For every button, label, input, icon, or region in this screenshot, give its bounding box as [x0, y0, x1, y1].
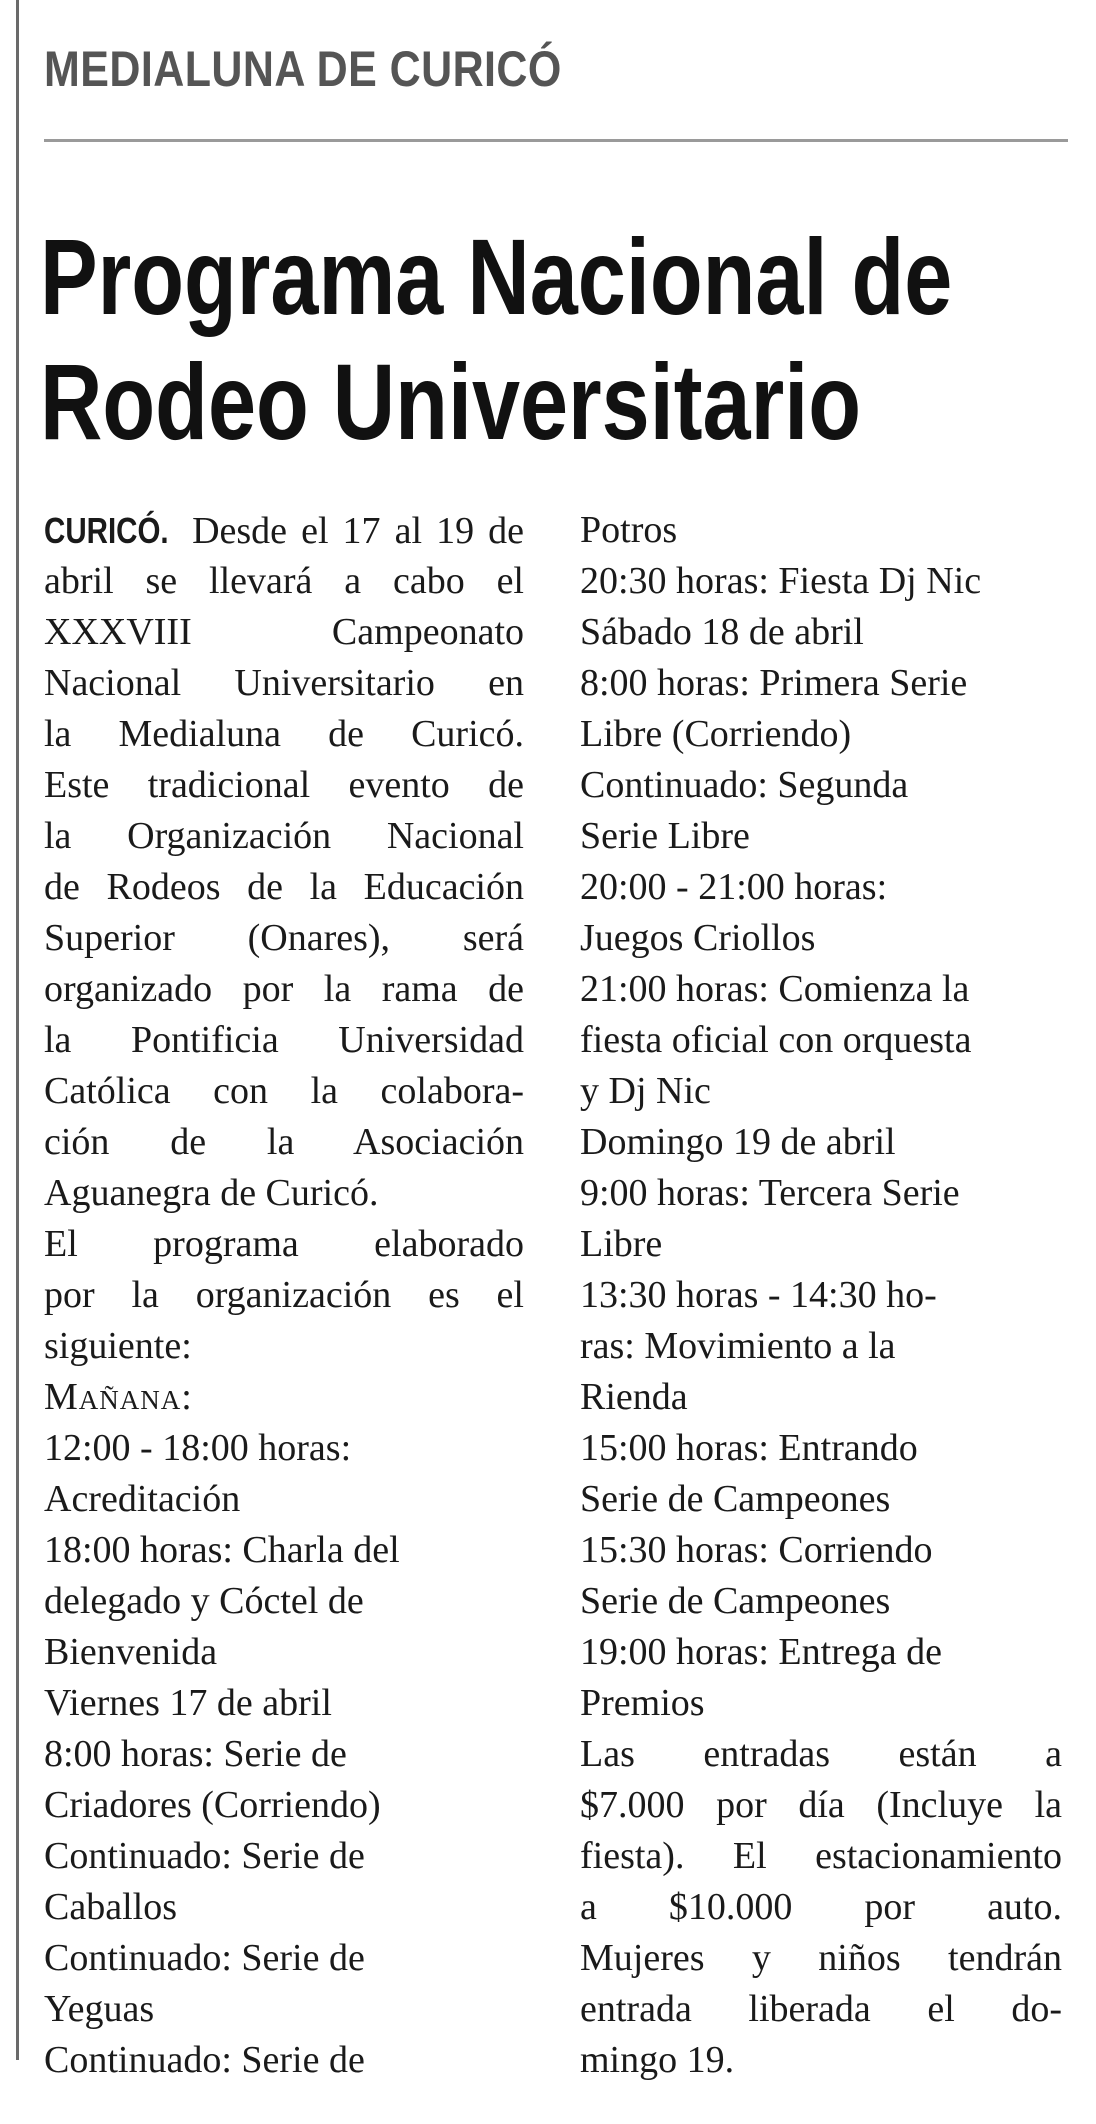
text-line	[580, 709, 1062, 760]
text-line	[580, 964, 1062, 1015]
text-line	[44, 1219, 524, 1270]
text-line-content: Potros	[580, 509, 678, 551]
text-line	[580, 1576, 1062, 1627]
text-line-content: Las entradas están a	[580, 1733, 1062, 1775]
text-line	[44, 1831, 524, 1882]
text-line	[580, 1525, 1062, 1576]
text-line-content: 18:00 horas: Charla del	[44, 1529, 400, 1571]
text-line-content: Libre	[580, 1223, 663, 1265]
text-line-content: y Dj Nic	[580, 1070, 711, 1112]
text-line	[580, 1015, 1062, 1066]
text-line	[44, 1423, 524, 1474]
text-line-content: Premios	[580, 1682, 705, 1724]
article-column-right	[580, 505, 1062, 2086]
text-line	[580, 862, 1062, 913]
text-line	[44, 1729, 524, 1780]
text-line	[44, 1627, 524, 1678]
text-line-content: Este tradicional evento de	[44, 764, 524, 806]
text-line-content: 12:00 - 18:00 horas:	[44, 1427, 352, 1469]
text-line-content: Nacional Universitario en	[44, 662, 524, 704]
text-line	[580, 1270, 1062, 1321]
text-line	[44, 1168, 524, 1219]
text-line	[44, 2035, 524, 2086]
text-line	[580, 913, 1062, 964]
text-line	[44, 1780, 524, 1831]
text-line	[44, 1066, 524, 1117]
text-line	[44, 1270, 524, 1321]
text-line-content: 8:00 horas: Primera Serie	[580, 662, 968, 704]
headline	[40, 214, 952, 464]
headline-line-1: Programa Nacional de	[40, 216, 953, 337]
text-line-content: Juegos Criollos	[580, 917, 816, 959]
text-line	[44, 1474, 524, 1525]
text-line-content: 13:30 horas - 14:30 ho-	[580, 1274, 937, 1316]
text-line-content: Continuado: Segunda	[580, 764, 909, 806]
text-line-content: la Organización Nacional	[44, 815, 524, 857]
text-line	[580, 1831, 1062, 1882]
text-line-content: Continuado: Serie de	[44, 1835, 365, 1877]
text-line-content: Serie Libre	[580, 815, 750, 857]
text-line	[44, 556, 524, 607]
text-line	[44, 862, 524, 913]
text-line-content: siguiente:	[44, 1325, 192, 1367]
text-line-content: delegado y Cóctel de	[44, 1580, 364, 1622]
text-line-content: $7.000 por día (Incluye la	[580, 1784, 1062, 1826]
text-line-content: Serie de Campeones	[580, 1580, 891, 1622]
text-line-content: Domingo 19 de abril	[580, 1121, 896, 1163]
text-line-content: Viernes 17 de abril	[44, 1682, 332, 1724]
article-column-left	[44, 505, 524, 2086]
text-line	[44, 964, 524, 1015]
text-line-content: El programa elaborado	[44, 1223, 524, 1265]
section-label: MEDIALUNA DE CURICÓ	[44, 41, 562, 97]
text-line-content: Mañana:	[44, 1376, 193, 1418]
text-line	[44, 658, 524, 709]
text-line	[44, 1984, 524, 2035]
text-line-content: Libre (Corriendo)	[580, 713, 852, 755]
text-line-content: Mujeres y niños tendrán	[580, 1937, 1062, 1979]
text-line-content: 8:00 horas: Serie de	[44, 1733, 347, 1775]
text-line-content: entrada liberada el do-	[580, 1988, 1062, 2030]
text-line-content: 9:00 horas: Tercera Serie	[580, 1172, 960, 1214]
header-divider	[44, 139, 1068, 142]
text-line	[580, 811, 1062, 862]
text-line-content: Bienvenida	[44, 1631, 218, 1673]
text-line	[44, 760, 524, 811]
text-line	[580, 607, 1062, 658]
text-line	[580, 556, 1062, 607]
text-line-content: 19:00 horas: Entrega de	[580, 1631, 942, 1673]
text-line-content: 21:00 horas: Comienza la	[580, 968, 970, 1010]
text-line-content: Católica con la colabora-	[44, 1070, 524, 1112]
text-line	[580, 1627, 1062, 1678]
text-line-content: Yeguas	[44, 1988, 155, 2030]
text-line	[44, 811, 524, 862]
text-line-content: Criadores (Corriendo)	[44, 1784, 381, 1826]
text-line	[580, 1933, 1062, 1984]
text-line-content: ras: Movimiento a la	[580, 1325, 896, 1367]
text-line	[44, 1933, 524, 1984]
text-line	[44, 1576, 524, 1627]
text-line-content: fiesta). El estacionamiento	[580, 1835, 1062, 1877]
text-line	[580, 760, 1062, 811]
text-line	[580, 1678, 1062, 1729]
text-line-content: organizado por la rama de	[44, 968, 524, 1010]
text-line	[44, 1117, 524, 1168]
text-line	[44, 607, 524, 658]
text-line	[580, 1372, 1062, 1423]
text-line-content: mingo 19.	[580, 2039, 735, 2081]
text-line-content: 20:00 - 21:00 horas:	[580, 866, 888, 908]
text-line	[580, 1423, 1062, 1474]
text-line	[580, 1219, 1062, 1270]
text-line-content: 15:00 horas: Entrando	[580, 1427, 918, 1469]
text-line	[44, 709, 524, 760]
text-line-content: Superior (Onares), será	[44, 917, 524, 959]
text-line	[580, 1168, 1062, 1219]
text-line	[580, 1066, 1062, 1117]
text-line	[580, 1780, 1062, 1831]
text-line	[44, 1015, 524, 1066]
text-line-content: la Medialuna de Curicó.	[44, 713, 524, 755]
text-line	[580, 505, 1062, 556]
text-line	[44, 1321, 524, 1372]
text-line-content: Continuado: Serie de	[44, 2039, 365, 2081]
text-line	[580, 1984, 1062, 2035]
text-line-content: de Rodeos de la Educación	[44, 866, 524, 908]
text-line	[580, 1321, 1062, 1372]
text-line-content: por la organización es el	[44, 1274, 524, 1316]
text-line	[44, 505, 524, 556]
text-line	[44, 1882, 524, 1933]
text-line-content: Aguanegra de Curicó.	[44, 1172, 379, 1214]
headline-line-2: Rodeo Universitario	[40, 341, 861, 462]
text-line-content: Rienda	[580, 1376, 688, 1418]
text-line-content: abril se llevará a cabo el	[44, 560, 524, 602]
text-line-content: Sábado 18 de abril	[580, 611, 864, 653]
text-line	[580, 1474, 1062, 1525]
text-line-content: la Pontificia Universidad	[44, 1019, 524, 1061]
text-line-content: XXXVIII Campeonato	[44, 611, 524, 653]
text-line-content: Serie de Campeones	[580, 1478, 891, 1520]
text-line-content: a $10.000 por auto.	[580, 1886, 1062, 1928]
text-line	[580, 1117, 1062, 1168]
text-line-content: ción de la Asociación	[44, 1121, 524, 1163]
text-line	[44, 913, 524, 964]
text-line	[44, 1372, 524, 1423]
text-line	[580, 2035, 1062, 2086]
text-line	[44, 1678, 524, 1729]
text-line-content: Desde el 17 al 19 de	[192, 510, 524, 552]
text-line	[44, 1525, 524, 1576]
text-line	[580, 1882, 1062, 1933]
text-line-content: 20:30 horas: Fiesta Dj Nic	[580, 560, 982, 602]
text-line	[580, 658, 1062, 709]
dateline: CURICÓ.	[44, 510, 169, 551]
text-line-content: Acreditación	[44, 1478, 241, 1520]
column-rule	[16, 0, 19, 2060]
text-line-content: Continuado: Serie de	[44, 1937, 365, 1979]
text-line	[580, 1729, 1062, 1780]
text-line-content: 15:30 horas: Corriendo	[580, 1529, 933, 1571]
text-line-content: fiesta oficial con orquesta	[580, 1019, 972, 1061]
text-line-content: Caballos	[44, 1886, 177, 1928]
